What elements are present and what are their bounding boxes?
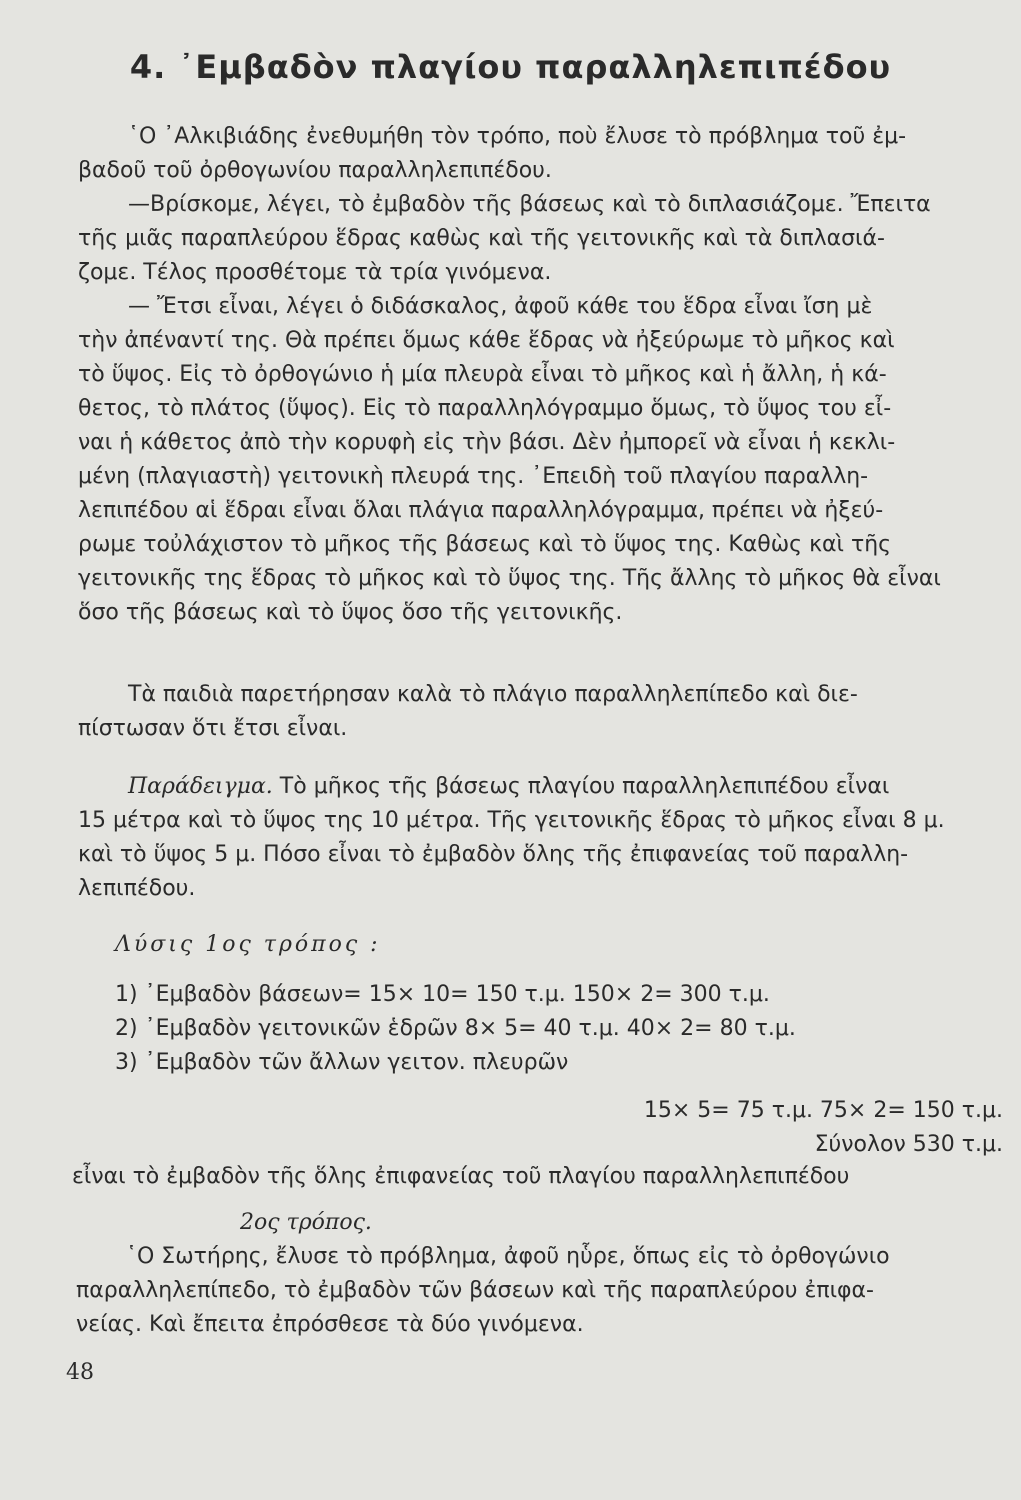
text-line: παραλληλεπίπεδο, τὸ ἐμβαδὸν τῶν βάσεων καὶ τῆς παραπλεύρου ἐπιφα- (76, 1278, 874, 1303)
solution-step-2: 2) ᾿Εμβαδὸν γειτονικῶν ἑδρῶν 8× 5= 40 τ.μ. 40× 2= 80 τ.μ. (115, 1016, 796, 1041)
text-line: ὅσο τῆς βάσεως καὶ τὸ ὕψος ὅσο τῆς γειτονικῆς. (78, 600, 623, 625)
text-line: νείας. Καὶ ἔπειτα ἐπρόσθεσε τὰ δύο γινόμενα. (76, 1312, 584, 1337)
solution-conclusion (72, 1160, 1007, 1194)
text-line: τὴν ἀπέναντί της. Θὰ πρέπει ὅμως κάθε ἕδρας νὰ ἠξεύρωμε τὸ μῆκος καὶ (78, 328, 895, 353)
text-line: ρωμε τοὐλάχιστον τὸ μῆκος τῆς βάσεως καὶ τὸ ὕψος της. Καθὼς καὶ τῆς (78, 532, 892, 557)
solution-total: Σύνολον 530 τ.μ. (814, 1132, 1003, 1157)
text-line: εἶναι τὸ ἐμβαδὸν τῆς ὅλης ἐπιφανείας τοῦ πλαγίου παραλληλεπιπέδου (72, 1164, 850, 1189)
paragraph-example (78, 770, 1013, 906)
example-label: Παράδειγμα. (128, 774, 273, 799)
text-line: Τὰ παιδιὰ παρετήρησαν καλὰ τὸ πλάγιο παραλληλεπίπεδο καὶ διε- (128, 682, 858, 707)
step-3-calculation: 15× 5= 75 τ.μ. 75× 2= 150 τ.μ. (643, 1098, 1003, 1123)
text-line: ναι ἡ κάθετος ἀπὸ τὴν κορυφὴ εἰς τὴν βάσι. Δὲν ἠμπορεῖ νὰ εἶναι ἡ κεκλι- (78, 430, 896, 455)
section-heading: 4. ᾿Εμβαδὸν πλαγίου παραλληλεπιπέδου (129, 48, 892, 86)
text-line: — Ἔτσι εἶναι, λέγει ὁ διδάσκαλος, ἀφοῦ κάθε του ἕδρα εἶναι ἴση μὲ (128, 294, 873, 319)
text-line: βαδοῦ τοῦ ὀρθογωνίου παραλληλεπιπέδου. (78, 158, 552, 183)
text-line: θετος, τὸ πλάτος (ὕψος). Εἰς τὸ παραλληλόγραμμο ὅμως, τὸ ὕψος του εἶ- (78, 396, 892, 421)
text-line: γειτονικῆς της ἕδρας τὸ μῆκος καὶ τὸ ὕψος της. Τῆς ἄλλης τὸ μῆκος θὰ εἶναι (78, 566, 941, 591)
text-line: —Βρίσκομε, λέγει, τὸ ἐμβαδὸν τῆς βάσεως καὶ τὸ διπλασιάζομε. Ἔπειτα (128, 192, 931, 217)
solution-step-3: 3) ᾿Εμβαδὸν τῶν ἄλλων γειτον. πλευρῶν (115, 1050, 569, 1075)
solution-step-1: 1) ᾿Εμβαδὸν βάσεων= 15× 10= 150 τ.μ. 150× 2= 300 τ.μ. (115, 982, 770, 1007)
example-text: Τὸ μῆκος τῆς βάσεως πλαγίου παραλληλεπιπέδου εἶναι (272, 774, 890, 799)
text-line: 15 μέτρα καὶ τὸ ὕψος της 10 μέτρα. Τῆς γειτονικῆς ἕδρας τὸ μῆκος εἶναι 8 μ. (78, 808, 945, 833)
text-line: ῾Ο Σωτήρης, ἔλυσε τὸ πρόβλημα, ἀφοῦ ηὗρε, ὅπως εἰς τὸ ὀρθογώνιο (126, 1244, 890, 1269)
text-line: ῾Ο ᾿Αλκιβιάδης ἐνεθυμήθη τὸν τρόπο, ποὺ ἔλυσε τὸ πρόβλημα τοῦ ἐμ- (128, 124, 907, 149)
solution-label: Λύσις 1ος τρόπος : (115, 932, 381, 957)
paragraph-explanation (78, 120, 1013, 630)
paragraph-observation (78, 678, 1013, 746)
page-number: 48 (66, 1360, 94, 1385)
text-line: μένη (πλαγιαστὴ) γειτονικὴ πλευρά της. ᾿Επειδὴ τοῦ πλαγίου παραλλη- (78, 464, 869, 489)
text-line: τῆς μιᾶς παραπλεύρου ἕδρας καθὼς καὶ τῆς γειτονικῆς καὶ τὰ διπλασιά- (78, 226, 885, 251)
paragraph-method-2 (76, 1240, 1011, 1342)
text-line: καὶ τὸ ὕψος 5 μ. Πόσο εἶναι τὸ ἐμβαδὸν ὅλης τῆς ἐπιφανείας τοῦ παραλλη- (78, 842, 909, 867)
text-line: λεπιπέδου. (78, 876, 196, 901)
method-2-label: 2ος τρόπος. (240, 1210, 372, 1235)
text-line: τὸ ὕψος. Εἰς τὸ ὀρθογώνιο ἡ μία πλευρὰ εἶναι τὸ μῆκος καὶ ἡ ἄλλη, ἡ κά- (78, 362, 887, 387)
text-line: ζομε. Τέλος προσθέτομε τὰ τρία γινόμενα. (78, 260, 552, 285)
text-line: λεπιπέδου αἱ ἕδραι εἶναι ὅλαι πλάγια παραλληλόγραμμα, πρέπει νὰ ἠξεύ- (78, 498, 884, 523)
text-line: πίστωσαν ὅτι ἔτσι εἶναι. (78, 716, 348, 741)
text-line (78, 770, 1013, 804)
